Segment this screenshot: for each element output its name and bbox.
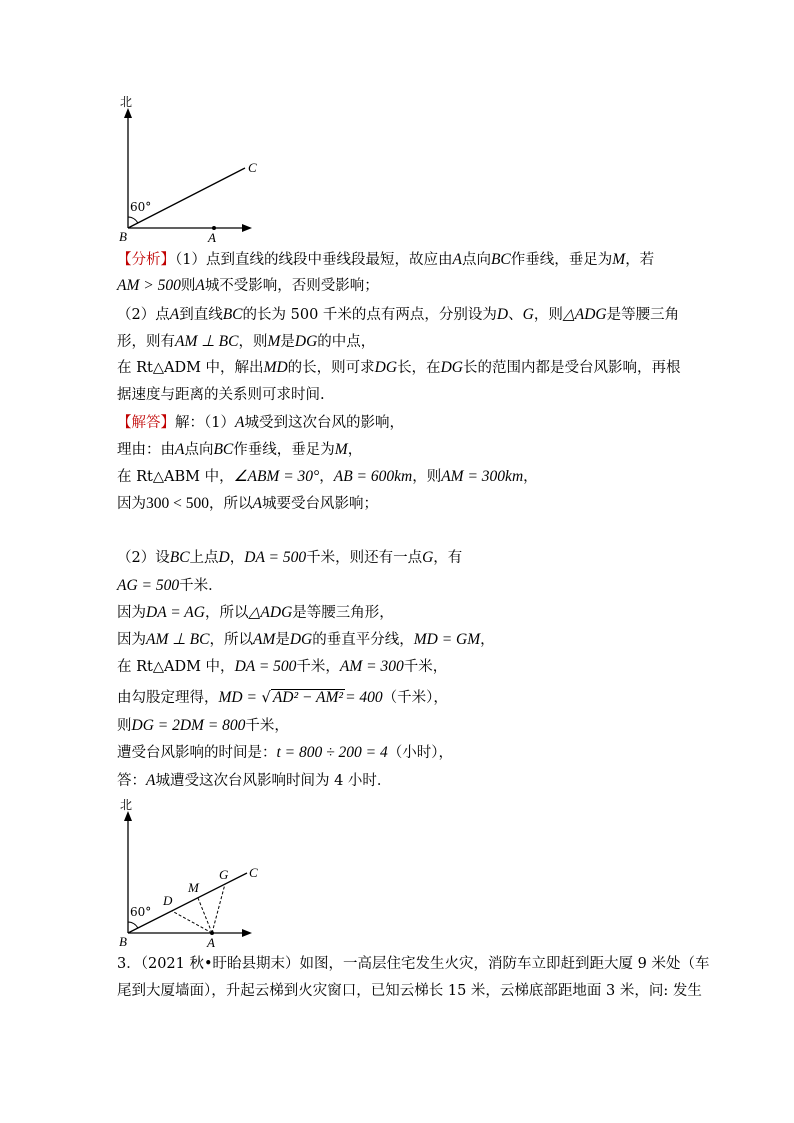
figure-1 (110, 90, 280, 250)
north-label: 北 (120, 798, 133, 812)
solution-line-5: （2）设BC上点D，DA = 500千米，则还有一点G，有 (117, 549, 463, 566)
solution-line-13: 答：A城遭受这次台风影响时间为 4 小时． (117, 772, 392, 789)
figure-2 (110, 793, 280, 953)
north-arrow-icon (124, 108, 132, 118)
solution-line-8: 因为AM ⊥ BC，所以AM是DG的垂直平分线，MD = GM， (117, 631, 495, 648)
north-arrow-icon (124, 811, 132, 821)
problem3-line-1: 3．（2021 秋•盱眙县期末）如图，一高层住宅发生火灾，消防车立即赶到距大厦 9 米处（车 (117, 956, 710, 972)
solution-line-7: 因为DA = AG，所以△ADG是等腰三角形， (117, 604, 394, 621)
point-a-label: A (208, 230, 216, 245)
analysis-tag: 【分析】 (117, 252, 175, 268)
solution-line-6: AG = 500千米． (117, 577, 223, 594)
solution-line-4: 因为300 < 500，所以A城要受台风影响； (117, 495, 378, 512)
north-label: 北 (120, 95, 133, 109)
point-b-label: B (119, 229, 127, 244)
point-m-label: M (188, 880, 199, 895)
solution-line-9: 在 Rt△ADM 中，DA = 500千米，AM = 300千米， (117, 658, 448, 675)
point-d-label: D (163, 893, 173, 908)
radical: AD² − AM² (272, 689, 344, 706)
east-arrow-icon (242, 224, 252, 232)
angle-arc (128, 217, 138, 223)
segment-am (198, 898, 212, 933)
solution-line-10: 由勾股定理得，MD = √ AD² − AM² = 400（千米）， (117, 689, 448, 706)
analysis-line-5: 在 Rt△ADM 中，解出MD的长，则可求DG长，在DG长的范围内都是受台风影响，再根 (117, 359, 681, 376)
analysis-line-2: AM > 500则A城不受影响，否则受影响； (117, 277, 379, 294)
point-c-label: C (249, 865, 258, 880)
point-g-label: G (219, 867, 229, 882)
angle-label: 60° (130, 905, 152, 919)
point-b-label: B (119, 934, 127, 949)
analysis-line-3: （2）点A到直线BC的长为 500 千米的点有两点，分别设为D、G，则△ADG是等腰三角 (117, 306, 680, 323)
segment-ag (212, 884, 225, 933)
solution-line-12: 遭受台风影响的时间是：t = 800 ÷ 200 = 4（小时）， (117, 744, 453, 761)
solution-line-2: 理由：由A点向BC作垂线，垂足为M， (117, 441, 363, 458)
analysis-line-6: 据速度与距离的关系则可求时间. (117, 387, 325, 403)
problem3-line-2: 尾到大厦墙面），升起云梯到火灾窗口，已知云梯长 15 米，云梯底部距地面 3 米，问: 发生 (117, 983, 702, 999)
solution-line-3: 在 Rt△ABM 中，∠ABM = 30°，AB = 600km，则AM = 300km， (117, 468, 538, 485)
point-a-label: A (207, 935, 215, 950)
segment-ad (172, 911, 212, 933)
solution-line-1: 【解答】解：（1）A城受到这次台风的影响， (117, 414, 404, 431)
solution-tag: 【解答】 (117, 415, 175, 431)
analysis-line-4: 形，则有AM ⊥ BC，则M是DG的中点， (117, 333, 376, 350)
ray-bc (128, 168, 245, 228)
solution-line-11: 则DG = 2DM = 800千米， (117, 717, 289, 734)
point-c-label: C (248, 160, 257, 175)
angle-arc (128, 922, 138, 928)
angle-label: 60° (130, 200, 152, 214)
analysis-line-1: 【分析】（1）点到直线的线段中垂线段最短，故应由A点向BC作垂线，垂足为M，若 (117, 251, 655, 268)
east-arrow-icon (242, 929, 252, 937)
